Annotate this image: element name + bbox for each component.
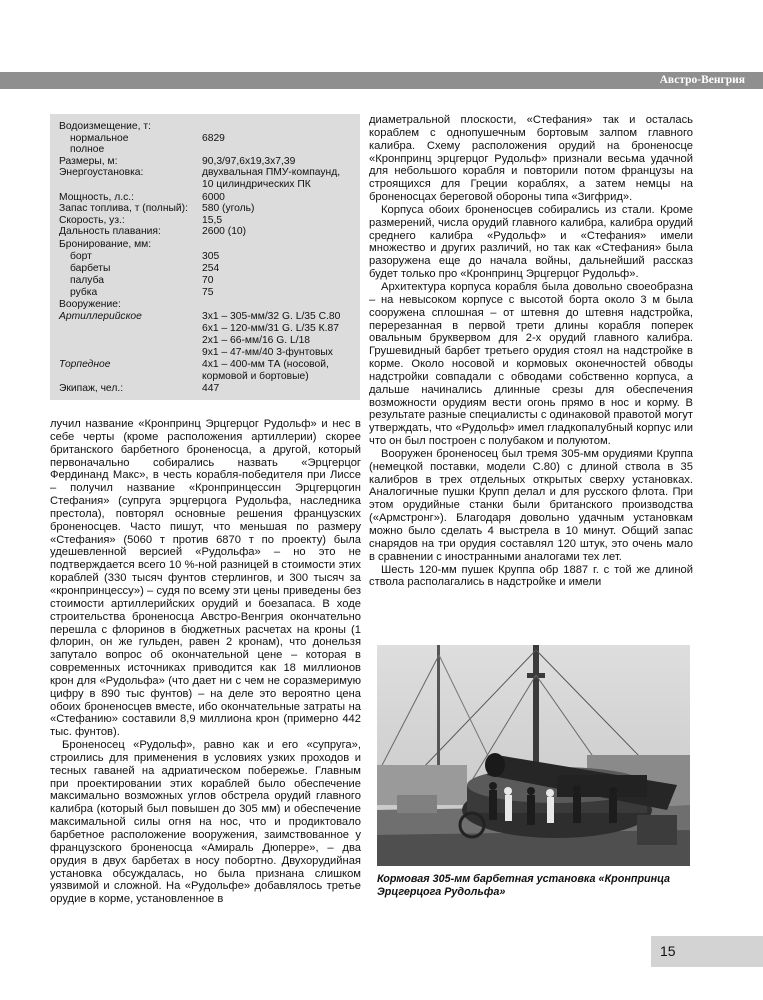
spec-label: Запас топлива, т (полный):	[59, 203, 188, 215]
spec-value: 90,3/97,6х19,3х7,39	[202, 155, 296, 167]
specifications-table	[50, 114, 360, 400]
paragraph: Архитектура корпуса корабля была довольно своеобразна – на невысоком корпусе с высотой борта около 3 м была сооружена сплошная – от штевня до штевня надстройка, перерезанная в первой трети длины корабля поперек овальным бруквервом для 2-х орудий главного калибра. Грушевидный барбет третьего орудия стоял на надстройке в корме. Около носовой и кормовых оконечностей обводы надстройки совпадали с обводами собственно корпуса, а дальше начинались длинные срезы для обеспечения возможности орудиям вести огонь прямо в нос и корму. В результате разные специалисты с одинаковой правотой могут утверждать, что «Рудольф» имел гладкопалубный корпус или что он был построен с полубаком и полуютом.	[369, 280, 693, 448]
spec-label: Бронирование, мм:	[59, 239, 152, 250]
spec-value: 6х1 – 120-мм/31 G. L/35 К.87	[202, 323, 339, 334]
paragraph: Шесть 120-мм пушек Круппа обр 1887 г. с той же длиной ствола располагались в надстройке и имели	[369, 563, 693, 589]
spec-value: 2600 (10)	[202, 226, 247, 238]
spec-value: 9х1 – 47-мм/40 3-фунтовых	[202, 347, 333, 358]
spec-value: 2х1 – 66-мм/16 G. L/18	[202, 335, 311, 346]
section-header-bar	[0, 72, 763, 89]
paragraph: Броненосец «Рудольф», равно как и его «супруга», строились для применения в условиях узких проходов и тесных гаваней на адриатическом побережье. Главным при проектировании этих кораблей было обеспечение максимально возможных углов обстрела орудий главного калибра (который был повышен до 305 мм) и обеспечение максимальной силы огня на нос, что и продиктовало барбетное расположение вооружения, заимствованное у французского броненосца «Амираль Дюперре», – два орудия в двух барбетах в носу побортно. Двухорудийная установка обсуждалась, но была признана слишком уязвимой и сложной. На «Рудольфе» добавлялось третье орудие в корме, установленное в	[50, 739, 361, 906]
spec-value: 75	[202, 287, 214, 298]
spec-label: полное	[70, 144, 105, 156]
spec-label: нормальное	[70, 132, 129, 144]
photo-illustration	[377, 645, 690, 866]
spec-value: двухвальная ПМУ-компаунд,	[202, 167, 341, 179]
spec-label: Водоизмещение, т:	[59, 121, 151, 132]
spec-value: 305	[202, 251, 220, 262]
spec-label: Размеры, м:	[59, 155, 118, 167]
spec-value: 580 (уголь)	[202, 203, 255, 215]
paragraph: Вооружен броненосец был тремя 305-мм орудиями Круппа (немецкой поставки, модели С.80) с длиной ствола в 35 калибров в трех отдельных открытых сверху установках. Аналогичные пушки Крупп делал и для русского флота. При этом орудийные станки были британского производства («Армстронг»). Благодаря довольно удачным установкам можно было сделать 4 выстрела в 10 минут. Общий запас снарядов на три орудия составлял 120 штук, это очень мало в сравнении с иностранными аналогами тех лет.	[369, 447, 693, 563]
spec-value: кормовой и бортовые)	[202, 371, 309, 382]
spec-value: 4х1 – 400-мм ТА (носовой,	[202, 359, 329, 370]
photo-caption: Кормовая 305-мм барбетная установка «Кронпринца Эрцгерцога Рудольфа»	[377, 873, 670, 898]
spec-label: Экипаж, чел.:	[59, 383, 124, 394]
text-column-right	[369, 114, 693, 589]
spec-value: 3х1 – 305-мм/32 G. L/35 C.80	[202, 311, 341, 322]
spec-label: Мощность, л.с.:	[59, 191, 134, 203]
spec-value: 15,5	[202, 214, 223, 226]
spec-value: 10 цилиндрических ПК	[202, 179, 311, 190]
ship-turret-photo	[377, 645, 690, 866]
spec-label: борт	[70, 251, 92, 262]
spec-label: рубка	[70, 287, 98, 298]
spec-label: Дальность плавания:	[59, 226, 161, 238]
page-number-box	[651, 936, 763, 967]
text-column-left	[50, 418, 361, 906]
spec-label: Артиллерийское	[59, 311, 142, 322]
spec-label: Вооружение:	[59, 299, 121, 310]
spec-label: Скорость, уз.:	[59, 214, 125, 226]
spec-label: Торпедное	[59, 359, 111, 370]
section-title: Австро-Венгрия	[659, 74, 745, 86]
spec-value: 6829	[202, 132, 225, 144]
spec-value: 447	[202, 383, 220, 394]
spec-value: 70	[202, 275, 214, 286]
spec-label: барбеты	[70, 263, 111, 274]
spec-label: палуба	[70, 275, 104, 286]
page-number: 15	[660, 943, 676, 959]
paragraph: лучил название «Кронпринц Эрцгерцог Рудольф» и нес в себе черты (кроме расположения артиллерии) скорее британского барбетного броненосца, а другой, который первоначально собирались назвать «Эрцгерцог Фердинанд Макс», в честь корабля-победителя при Лиссе – получил название «Кронпринцессин Эрцгерцогин Стефания» (супруга эрцгерцога Рудольфа, наследника престола), повторял основные решения французских броненосцев. Часто пишут, что меньшая по размеру «Стефания» (5060 т против 6870 т по проекту) была удешевленной версией «Рудольфа» – но это не подтверждается всего 10 %-ной разницей в стоимости этих кораблей (330 тысяч фунтов стерлингов, и 300 тысяч за «кронпринцессу») – судя по всему эти цены приведены без стоимости артиллерийских орудий и боезапаса. В ходе строительства броненосца Австро-Венгрия окончательно перешла с флоринов в бюджетных расчетах на кроны (1 флорин, он же гульден, равен 2 кронам), что донельзя запутало вопрос об окончательной цене – которая в современных источниках приводится как 18 миллионов крон для «Рудольфа» (что дает ни с чем не соразмеримую цифру в 890 тыс фунтов) – на деле это вероятно цена обоих броненосцев вместе, ибо окончательные затраты на «Стефанию» составили 8,9 миллиона крон (примерно 442 тыс. фунтов).	[50, 418, 361, 739]
spec-value: 254	[202, 263, 220, 274]
spec-value: 6000	[202, 191, 225, 203]
paragraph: Корпуса обоих броненосцев собирались из стали. Кроме размерений, числа орудий главного калибра, калибра орудий среднего калибра «Рудольф» и «Стефания» имели множество и других различий, но так как «Стефания» была разоружена еще до начала войны, дальнейший рассказ будет только про «Кронпринц Эрцгерцог Рудольф».	[369, 203, 693, 281]
spec-label: Энергоустановка:	[59, 167, 144, 179]
paragraph: диаметральной плоскости, «Стефания» так и осталась кораблем с однопушечным бортовым залпом главного калибра. Схему расположения орудий на броненосце «Кронпринц эрцгерцог Рудольф» признали весьма удачной для небольшого корабля и повторили потом французы на строящихся для Греции кораблях, а затем немцы на броненосцах береговой обороны типа «Зигфрид».	[369, 114, 693, 204]
